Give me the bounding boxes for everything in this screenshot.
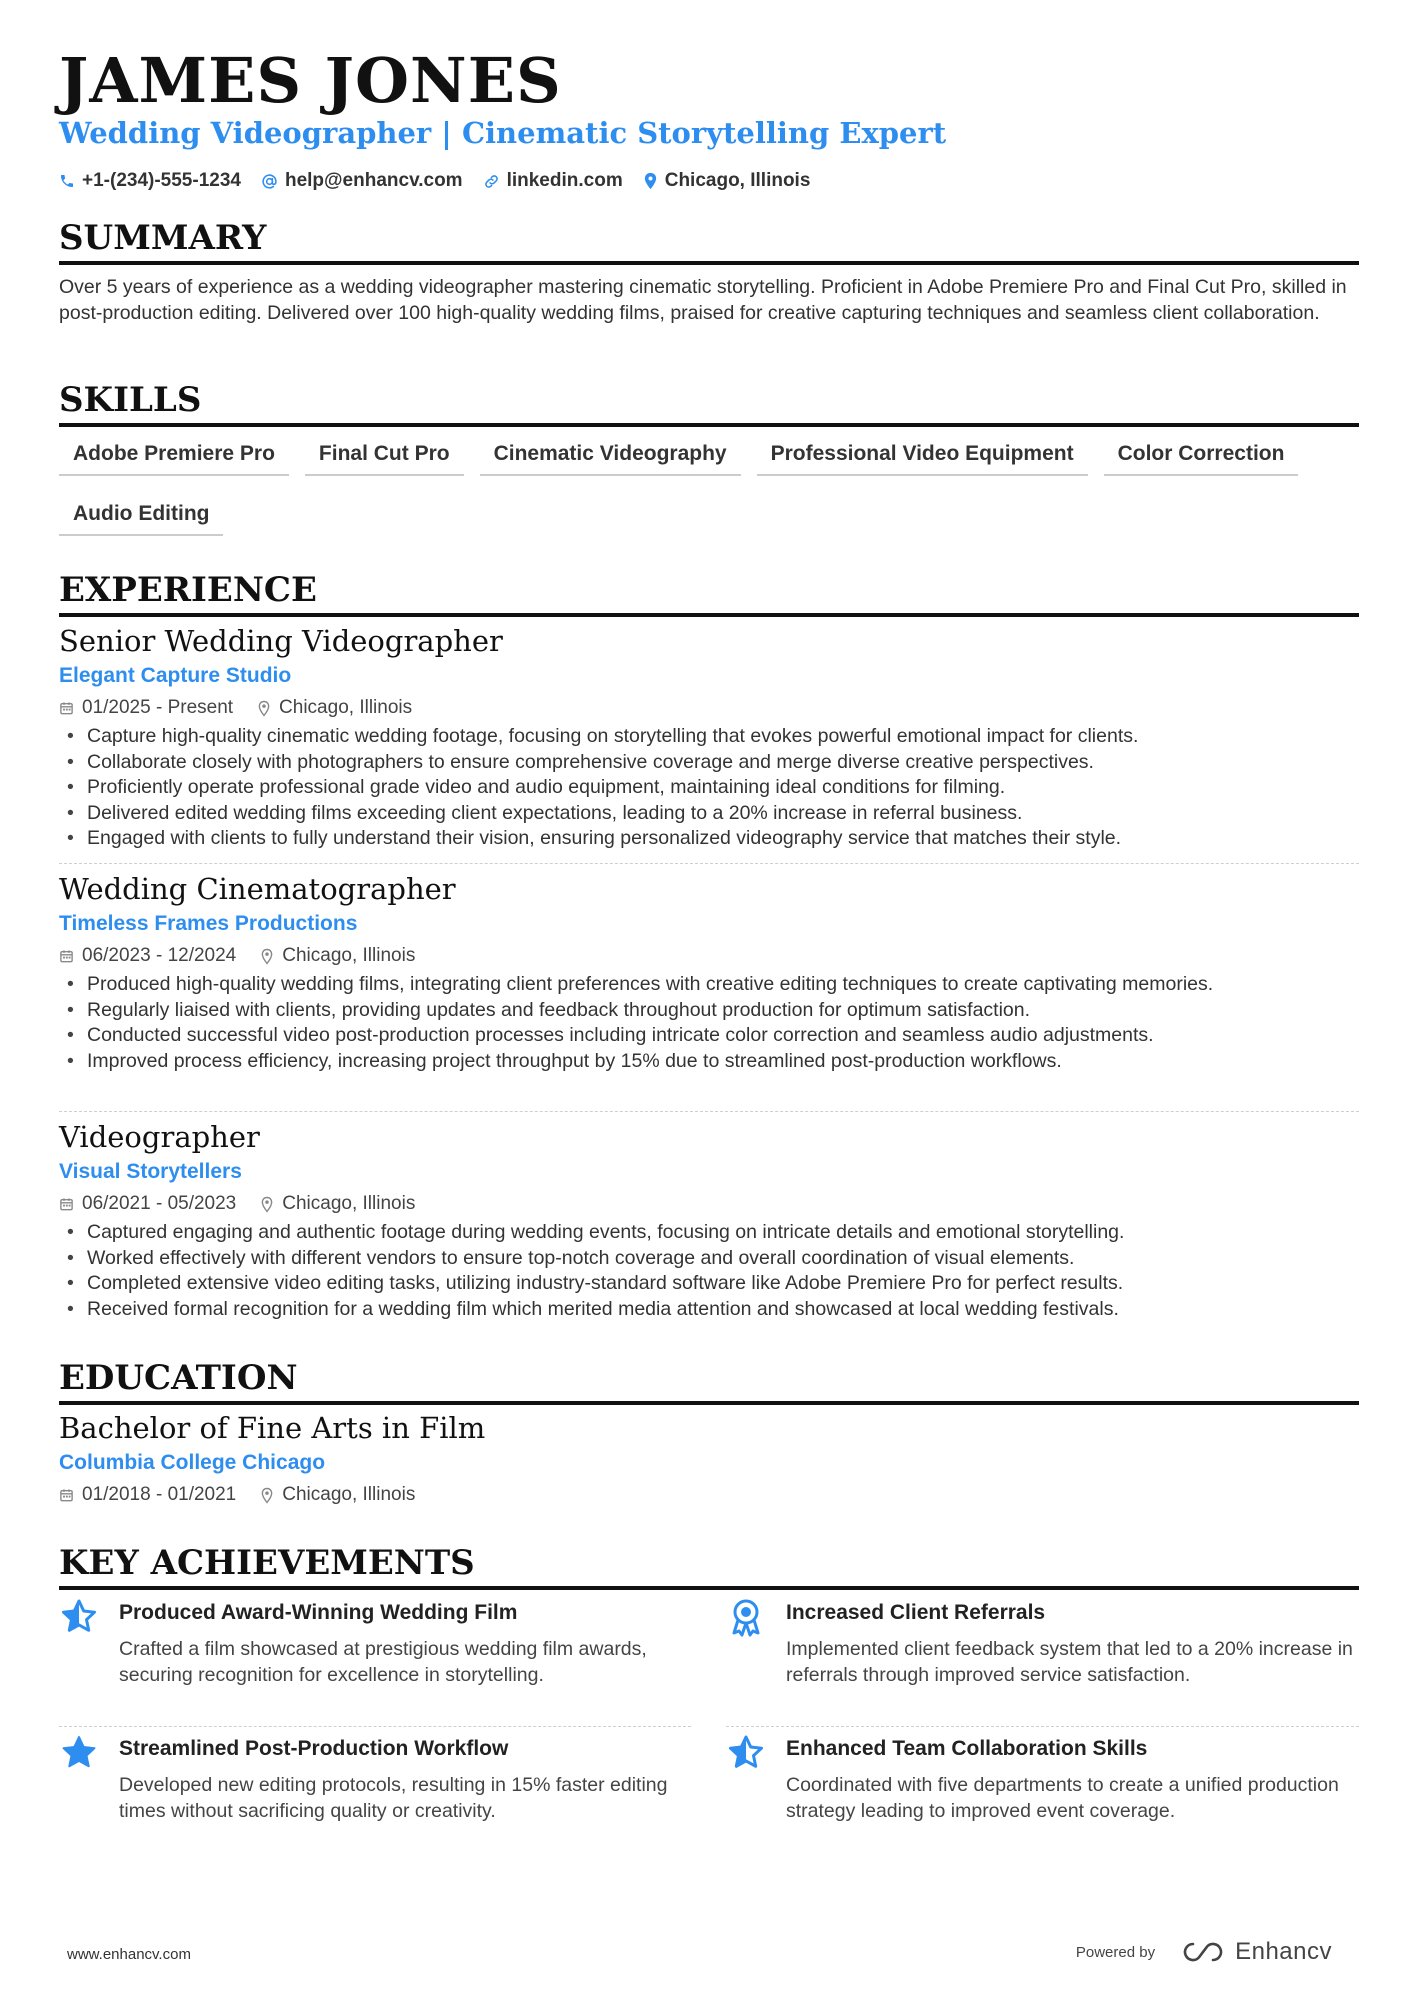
email-text: help@enhancv.com (284, 170, 463, 191)
job-location: Chicago, Illinois (282, 945, 416, 966)
achievement-desc: Crafted a film showcased at prestigious wedding film awards, securing recognition for excellence in storytelling. (119, 1638, 647, 1686)
job-location: Chicago, Illinois (279, 697, 413, 718)
at-icon (261, 173, 278, 190)
job-meta (59, 1192, 1359, 1216)
footer-website[interactable]: www.enhancv.com (67, 1946, 191, 1963)
section-title-summary: SUMMARY (59, 220, 1359, 265)
linkedin-text: linkedin.com (506, 170, 623, 191)
experience-entry (59, 1120, 1359, 1322)
achievement-divider (59, 1726, 691, 1727)
summary-text: Over 5 years of experience as a wedding videographer mastering cinematic storytelling. Proficient in Adobe Premiere Pro and Final Cut Pro, skilled in post-production editing. Delivered over 100 high-quality wedding films, praised for creative capturing techniques and seamless client collaboration. (59, 276, 1347, 324)
skill-tag: Professional Video Equipment (757, 440, 1088, 476)
achievement-desc: Implemented client feedback system that led to a 20% increase in referrals through improved service satisfaction. (786, 1638, 1353, 1686)
job-dates: 06/2023 - 12/2024 (82, 945, 237, 966)
job-dates: 01/2025 - Present (82, 697, 234, 718)
candidate-headline: Wedding Videographer | Cinematic Storytelling Expert (59, 116, 947, 150)
phone-icon (59, 173, 75, 189)
job-meta (59, 944, 1359, 968)
calendar-icon (59, 700, 74, 716)
star-filled-icon (59, 1733, 99, 1773)
achievement-title: Increased Client Referrals (786, 1601, 1046, 1624)
section-title-education: EDUCATION (59, 1360, 1359, 1405)
achievement-divider (726, 1726, 1359, 1727)
education-dates: 01/2018 - 01/2021 (82, 1484, 237, 1505)
skill-tag: Adobe Premiere Pro (59, 440, 289, 476)
location-text: Chicago, Illinois (664, 170, 811, 191)
school-name: Columbia College Chicago (59, 1451, 326, 1474)
experience-entry (59, 872, 1359, 1074)
job-title: Senior Wedding Videographer (59, 624, 503, 658)
job-dates: 06/2021 - 05/2023 (82, 1193, 237, 1214)
bullet-item: • Captured engaging and authentic footage during wedding events, focusing on intricate details and emotional storytelling. (59, 1220, 1359, 1246)
education-entry (59, 1411, 1359, 1507)
job-title: Videographer (59, 1120, 260, 1154)
section-title-experience: EXPERIENCE (59, 572, 1359, 617)
section-title-skills: SKILLS (59, 382, 1359, 427)
achievement-title: Produced Award-Winning Wedding Film (119, 1601, 518, 1624)
contact-phone[interactable] (59, 170, 241, 192)
contact-bar (59, 170, 830, 192)
bullet-item: • Proficiently operate professional grade video and audio equipment, maintaining ideal conditions for filming. (59, 775, 1359, 801)
contact-location (643, 170, 811, 192)
calendar-icon (59, 1196, 74, 1212)
enhancv-logo-icon (1181, 1940, 1225, 1964)
experience-entry (59, 624, 1359, 852)
bullet-item: • Received formal recognition for a wedding film which merited media attention and showcased at local wedding festivals. (59, 1297, 1359, 1323)
bullet-item: • Collaborate closely with photographers to ensure comprehensive coverage and merge diverse creative perspectives. (59, 750, 1359, 776)
job-bullets (59, 724, 1359, 852)
company-name: Timeless Frames Productions (59, 912, 358, 935)
bullet-item: • Improved process efficiency, increasing project throughput by 15% due to streamlined post-production workflows. (59, 1049, 1359, 1075)
location-pin-icon (260, 948, 274, 965)
skills-list (59, 440, 1359, 560)
star-outline-icon (726, 1733, 766, 1773)
entry-divider (59, 1111, 1359, 1112)
contact-email[interactable] (261, 170, 463, 192)
entry-divider (59, 863, 1359, 864)
calendar-icon (59, 948, 74, 964)
location-pin-icon (260, 1487, 274, 1504)
section-title-achievements: KEY ACHIEVEMENTS (59, 1545, 1359, 1590)
job-bullets (59, 1220, 1359, 1322)
bullet-item: • Capture high-quality cinematic wedding footage, focusing on storytelling that evokes powerful emotional impact for clients. (59, 724, 1359, 750)
company-name: Visual Storytellers (59, 1160, 242, 1183)
skill-tag: Cinematic Videography (480, 440, 741, 476)
job-bullets (59, 972, 1359, 1074)
footer-branding[interactable] (1076, 1938, 1332, 1966)
job-meta (59, 696, 1359, 720)
link-icon (483, 173, 500, 190)
brand-name: Enhancv (1235, 1938, 1332, 1965)
bullet-item: • Conducted successful video post-production processes including intricate color correction and seamless audio adjustments. (59, 1023, 1359, 1049)
powered-by-label: Powered by (1075, 1943, 1156, 1961)
achievement-desc: Developed new editing protocols, resulting in 15% faster editing times without sacrificing quality or creativity. (119, 1774, 668, 1822)
skill-tag: Color Correction (1104, 440, 1299, 476)
achievement-desc: Coordinated with five departments to create a unified production strategy leading to improved event coverage. (786, 1774, 1339, 1822)
company-name: Elegant Capture Studio (59, 664, 292, 687)
phone-text: +1-(234)-555-1234 (82, 170, 241, 191)
contact-linkedin[interactable] (483, 170, 623, 192)
skill-tag: Audio Editing (59, 500, 223, 536)
achievement-title: Streamlined Post-Production Workflow (119, 1737, 509, 1760)
candidate-name: JAMES JONES (59, 44, 562, 117)
location-pin-icon (643, 172, 658, 190)
skill-tag: Final Cut Pro (305, 440, 464, 476)
bullet-item: • Worked effectively with different vendors to ensure top-notch coverage and overall coordination of visual elements. (59, 1246, 1359, 1272)
star-outline-icon (59, 1597, 99, 1637)
location-pin-icon (257, 700, 271, 717)
bullet-item: • Regularly liaised with clients, providing updates and feedback throughout production for optimum satisfaction. (59, 998, 1359, 1024)
calendar-icon (59, 1487, 74, 1503)
bullet-item: • Produced high-quality wedding films, integrating client preferences with creative editing techniques to create captivating memories. (59, 972, 1359, 998)
achievement-title: Enhanced Team Collaboration Skills (786, 1737, 1148, 1760)
job-title: Wedding Cinematographer (59, 872, 456, 906)
education-meta (59, 1483, 1359, 1507)
bullet-item: • Completed extensive video editing tasks, utilizing industry-standard software like Adobe Premiere Pro for perfect results. (59, 1271, 1359, 1297)
job-location: Chicago, Illinois (282, 1193, 416, 1214)
location-pin-icon (260, 1196, 274, 1213)
bullet-item: • Engaged with clients to fully understand their vision, ensuring personalized videography service that matches their style. (59, 826, 1359, 852)
education-location: Chicago, Illinois (282, 1484, 416, 1505)
degree-title: Bachelor of Fine Arts in Film (59, 1411, 486, 1445)
award-ribbon-icon (726, 1597, 766, 1637)
bullet-item: • Delivered edited wedding films exceeding client expectations, leading to a 20% increase in referral business. (59, 801, 1359, 827)
